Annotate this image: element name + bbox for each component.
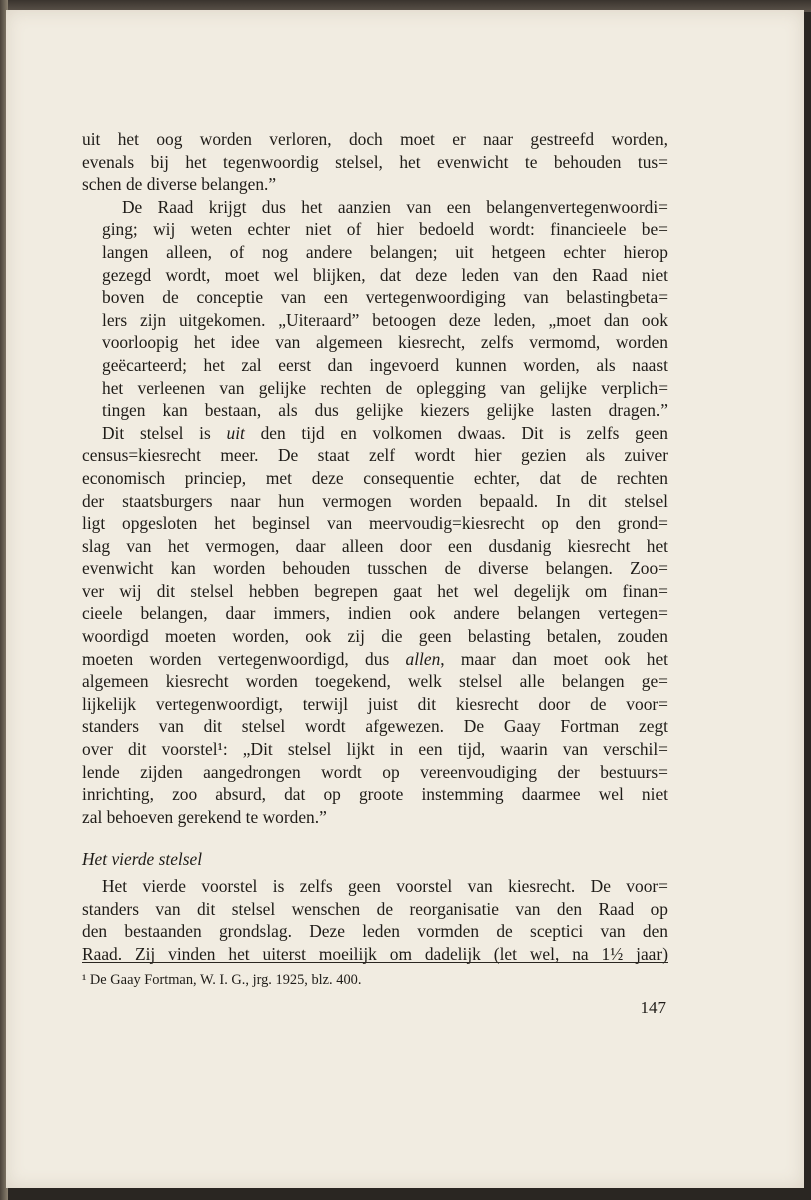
text-line: boven de conceptie van een vertegenwoordiging van belastingbeta=	[102, 287, 668, 308]
text-line: evenwicht kan worden behouden tusschen de diverse belangen. Zoo=	[82, 558, 668, 579]
text-line: census=kiesrecht meer. De staat zelf wordt hier gezien als zuiver	[82, 445, 668, 466]
paragraph-1	[82, 128, 668, 196]
footnote: ¹ De Gaay Fortman, W. I. G., jrg. 1925, blz. 400.	[82, 972, 362, 988]
text-line: ligt opgesloten het beginsel van meervoudig=kiesrecht op den grond=	[82, 513, 668, 534]
text-line: Raad. Zij vinden het uiterst moeilijk om dadelijk (let wel, na 1½ jaar)	[82, 943, 668, 964]
text-line: ging; wij weten echter niet of hier bedoeld wordt: financieele be=	[102, 219, 668, 240]
text-line: evenals bij het tegenwoordig stelsel, het evenwicht te behouden tus=	[82, 151, 668, 172]
text-line: uit het oog worden verloren, doch moet er naar gestreefd worden,	[82, 129, 668, 149]
text-line: moeten worden vertegenwoordigd, dus allen, maar dan moet ook het	[82, 648, 668, 669]
text-line: standers van dit stelsel wordt afgewezen. De Gaay Fortman zegt	[82, 716, 668, 737]
page-number: 147	[640, 998, 666, 1017]
text-line: slag van het vermogen, daar alleen door een dusdanig kiesrecht het	[82, 535, 668, 556]
text-line: algemeen kiesrecht worden toegekend, welk stelsel alle belangen ge=	[82, 671, 668, 692]
paragraph-4	[82, 875, 668, 965]
text-line: cieele belangen, daar immers, indien ook andere belangen vertegen=	[82, 603, 668, 624]
text-line: Het vierde voorstel is zelfs geen voorstel van kiesrecht. De voor=	[102, 876, 668, 896]
text-line: gezegd wordt, moet wel blijken, dat deze leden van den Raad niet	[102, 264, 668, 285]
text-line: standers van dit stelsel wenschen de reorganisatie van den Raad op	[82, 898, 668, 919]
text-line: zal behoeven gerekend te worden.”	[82, 806, 327, 827]
text-line: tingen kan bestaan, als dus gelijke kiezers gelijke lasten dragen.”	[102, 400, 668, 421]
text-line: schen de diverse belangen.”	[82, 174, 277, 195]
section-heading: Het vierde stelsel	[82, 849, 203, 870]
text-line: voorloopig het idee van algemeen kiesrecht, zelfs vermomd, worden	[102, 332, 668, 353]
text-line: Dit stelsel is uit den tijd en volkomen dwaas. Dit is zelfs geen	[102, 422, 668, 443]
paragraph-2	[82, 196, 668, 422]
text-line: lende zijden aangedrongen wordt op vereenvoudiging der bestuurs=	[82, 761, 668, 782]
text-line: langen alleen, of nog andere belangen; uit hetgeen echter hierop	[102, 241, 668, 262]
text-line: over dit voorstel¹: „Dit stelsel lijkt in een tijd, waarin van verschil=	[82, 739, 668, 760]
text-line: woordigd moeten worden, ook zij die geen belasting betalen, zouden	[82, 626, 668, 647]
text-line: ver wij dit stelsel hebben begrepen gaat het wel degelijk om finan=	[82, 580, 668, 601]
text-line: geëcarteerd; het zal eerst dan ingevoerd kunnen worden, als naast	[102, 354, 668, 375]
body-text	[82, 128, 668, 965]
footnote-divider	[82, 962, 668, 963]
paragraph-3	[82, 422, 668, 829]
text-line: economisch princiep, met deze consequentie echter, dat de rechten	[82, 467, 668, 488]
text-line: het verleenen van gelijke rechten de oplegging van gelijke verplich=	[102, 377, 668, 398]
text-line: lers zijn uitgekomen. „Uiteraard” betoogen deze leden, „moet dan ook	[102, 309, 668, 330]
text-line: inrichting, zoo absurd, dat op groote instemming daarmee wel niet	[82, 784, 668, 805]
text-line: den bestaanden grondslag. Deze leden vormden de sceptici van den	[82, 921, 668, 942]
text-line: lijkelijk vertegenwoordigt, terwijl juist dit kiesrecht door de voor=	[82, 693, 668, 714]
text-line: der staatsburgers naar hun vermogen worden bepaald. In dit stelsel	[82, 490, 668, 511]
text-line: De Raad krijgt dus het aanzien van een belangenvertegenwoordi=	[122, 196, 668, 217]
